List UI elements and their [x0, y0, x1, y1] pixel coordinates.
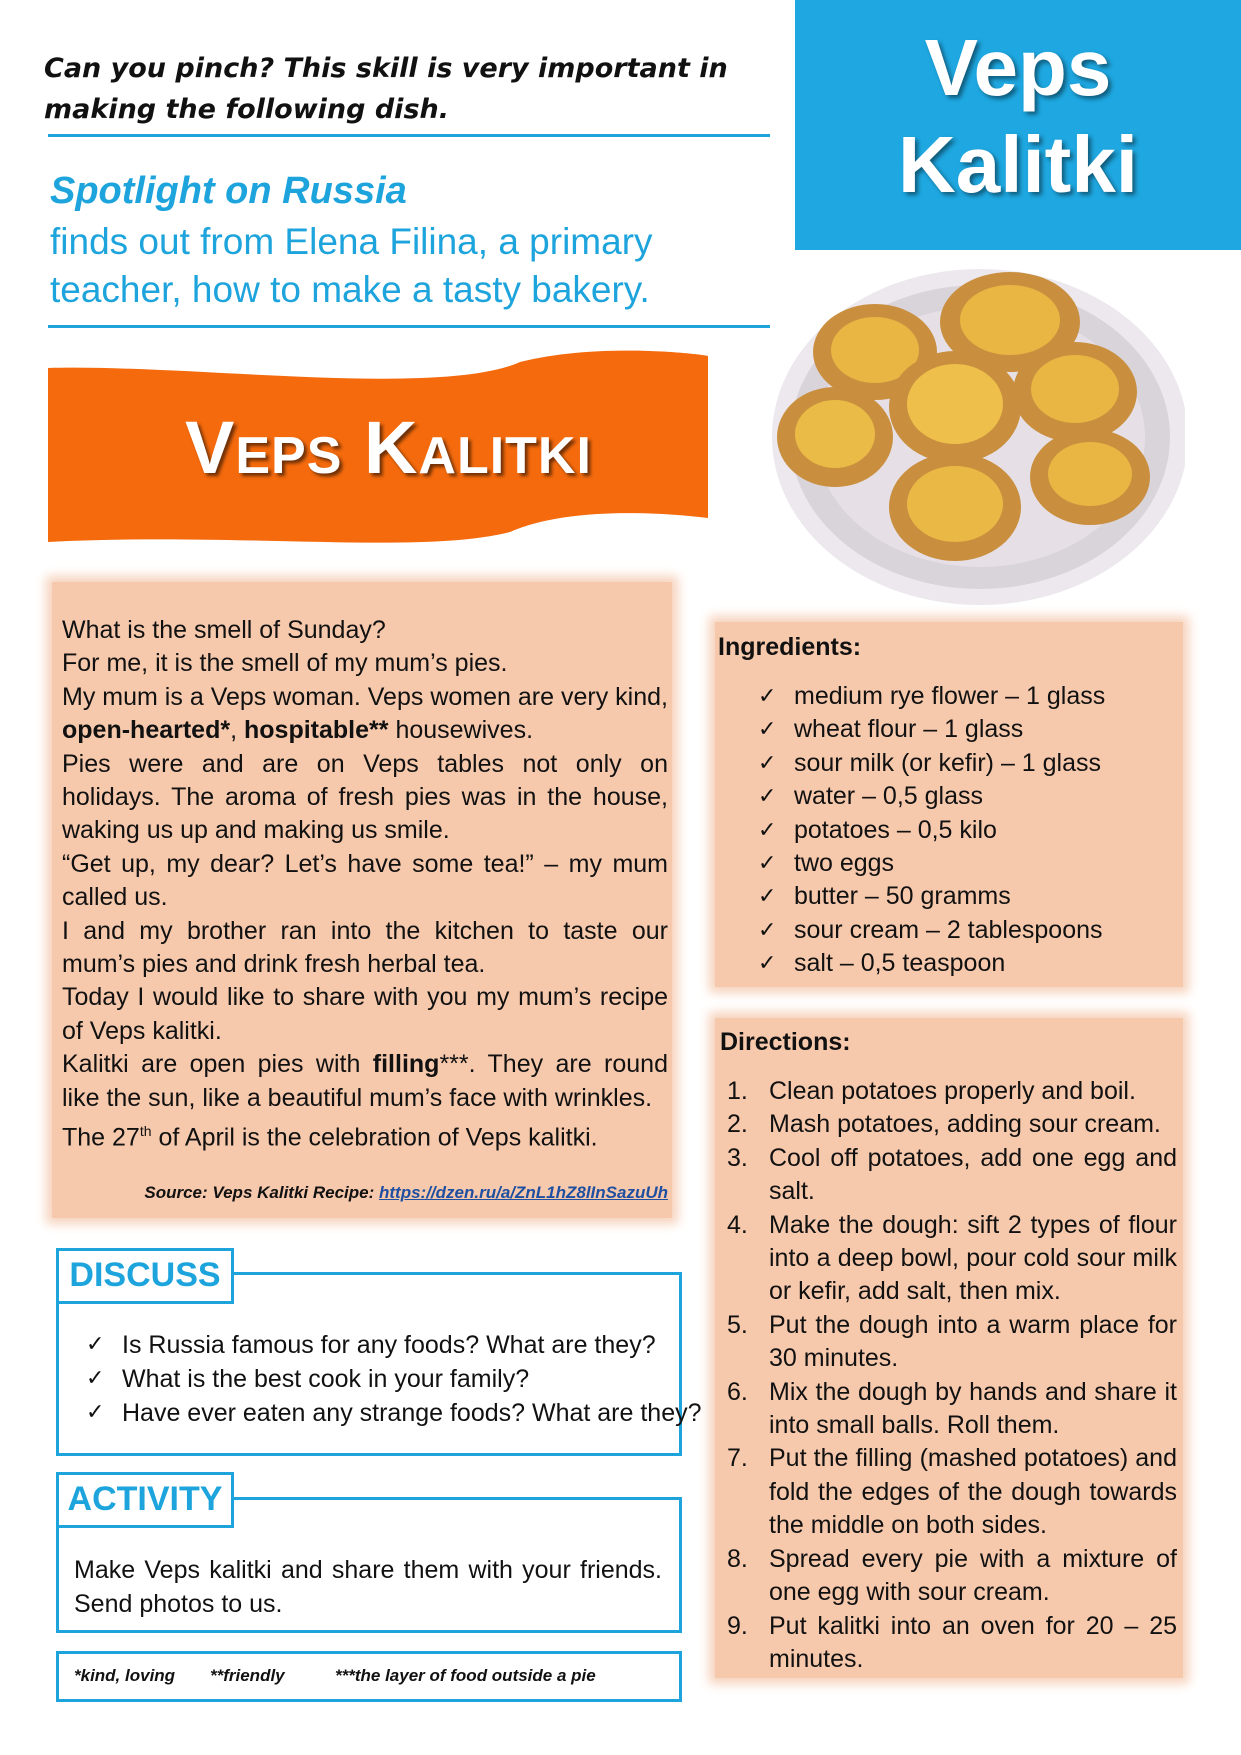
story-line	[62, 681, 668, 748]
story-line: Today I would like to share with you my mum’s recipe of Veps kalitki.	[62, 983, 668, 1045]
top-divider	[48, 134, 770, 137]
step-number: 2.	[727, 1110, 748, 1139]
story-line: . They are round like the sun, like a beautiful mum’s face with wrinkles.	[62, 1050, 668, 1112]
bold-term: hospitable**	[244, 716, 389, 745]
step-text: Mix the dough by hands and share it into small balls. Roll them.	[769, 1377, 1177, 1440]
discuss-tag: DISCUSS	[56, 1248, 234, 1304]
directions-heading: Directions:	[720, 1028, 851, 1056]
direction-step	[727, 1075, 1177, 1108]
step-number: 5.	[727, 1310, 748, 1339]
ordinal-suffix: th	[139, 1123, 152, 1140]
step-number: 3.	[727, 1143, 748, 1172]
step-text: Put the dough into a warm place for 30 minutes.	[769, 1310, 1177, 1373]
story-line	[62, 1048, 668, 1115]
story-text	[62, 614, 668, 1155]
step-text: Clean potatoes properly and boil.	[769, 1077, 1136, 1105]
story-line: The 27	[62, 1123, 140, 1152]
step-number: 4.	[727, 1210, 748, 1239]
title-line-1: Veps	[924, 23, 1112, 112]
story-line: For me, it is the smell of my mum’s pies.	[62, 649, 508, 678]
ingredient-item: ✓ butter – 50 gramms	[758, 880, 1168, 913]
source-link[interactable]: https://dzen.ru/a/ZnL1hZ8lInSazuUh	[379, 1183, 668, 1202]
story-line	[62, 1115, 668, 1155]
footnote-mark: ***	[439, 1050, 469, 1079]
story-line: “Get up, my dear? Let’s have some tea!” – my mum called us.	[62, 849, 668, 912]
step-number: 8.	[727, 1544, 748, 1573]
source-line	[62, 1183, 668, 1203]
source-label: Source: Veps Kalitki Recipe:	[144, 1183, 379, 1202]
footnote: *kind, loving	[74, 1666, 176, 1685]
activity-tag: ACTIVITY	[56, 1472, 234, 1528]
title-line-2: Kalitki	[897, 120, 1139, 209]
step-text: Put kalitki into an oven for 20 – 25 minutes.	[769, 1611, 1177, 1673]
discuss-item: ✓ What is the best cook in your family?	[86, 1362, 676, 1396]
ingredients-heading: Ingredients:	[718, 633, 862, 661]
ingredients-list	[758, 680, 1168, 981]
direction-step	[727, 1142, 1177, 1209]
discuss-item: ✓ Is Russia famous for any foods? What are they?	[86, 1328, 676, 1362]
step-text: Put the filling (mashed potatoes) and fold the edges of the dough towards the middle on both sides.	[769, 1444, 1177, 1540]
activity-text: Make Veps kalitki and share them with your friends. Send photos to us.	[74, 1556, 662, 1618]
bold-term: filling	[372, 1050, 440, 1079]
step-number: 6.	[727, 1377, 748, 1406]
story-line: My mum is a Veps woman. Veps women are very kind,	[62, 682, 668, 711]
step-number: 1.	[727, 1077, 748, 1105]
bold-term: open-hearted*	[62, 716, 231, 745]
title-box	[795, 0, 1241, 250]
direction-step	[727, 1442, 1177, 1542]
step-text: Mash potatoes, adding sour cream.	[769, 1110, 1161, 1139]
footnote: ***the layer of food outside a pie	[335, 1666, 596, 1685]
directions-list	[727, 1075, 1177, 1676]
direction-step	[727, 1610, 1177, 1677]
ingredient-item: ✓ potatoes – 0,5 kilo	[758, 814, 1168, 847]
direction-step	[727, 1108, 1177, 1141]
discuss-list	[86, 1328, 702, 1430]
footnote: **friendly	[210, 1666, 285, 1685]
ingredient-item: ✓ sour cream – 2 tablespoons	[758, 914, 1168, 947]
story-line: I and my brother ran into the kitchen to taste our mum’s pies and drink fresh herbal tea.	[62, 916, 668, 979]
banner-title: Veps Kalitki	[185, 406, 592, 489]
ingredient-item: ✓ salt – 0,5 teaspoon	[758, 947, 1168, 980]
direction-step	[727, 1376, 1177, 1443]
ingredient-item: ✓ medium rye flower – 1 glass	[758, 680, 1168, 713]
step-text: Make the dough: sift 2 types of flour into a deep bowl, pour cold sour milk or kefir, add salt, then mix.	[769, 1210, 1177, 1306]
direction-step	[727, 1209, 1177, 1309]
story-line: What is the smell of Sunday?	[62, 616, 386, 644]
ingredient-item: ✓ wheat flour – 1 glass	[758, 713, 1168, 746]
step-text: Spread every pie with a mixture of one egg with sour cream.	[769, 1544, 1177, 1607]
bottom-divider	[48, 325, 770, 328]
kalitki-photo	[765, 262, 1185, 607]
ingredient-item: ✓ two eggs	[758, 847, 1168, 880]
comma: ,	[230, 716, 244, 745]
story-line: Pies were and are on Veps tables not only on holidays. The aroma of fresh pies was in the house, waking us up and making us smile.	[62, 749, 668, 845]
story-line: housewives.	[395, 716, 534, 745]
ingredient-item: ✓ water – 0,5 glass	[758, 780, 1168, 813]
direction-step	[727, 1543, 1177, 1610]
story-line: Kalitki are open pies with	[62, 1050, 361, 1079]
direction-step	[727, 1309, 1177, 1376]
step-number: 9.	[727, 1611, 748, 1640]
intro-question: Can you pinch? This skill is very important in making the following dish.	[44, 53, 728, 125]
step-text: Cool off potatoes, add one egg and salt.	[769, 1143, 1177, 1206]
spotlight-title: Spotlight on Russia	[50, 170, 407, 212]
step-number: 7.	[727, 1444, 748, 1473]
discuss-item: ✓ Have ever eaten any strange foods? What are they?	[86, 1396, 676, 1430]
spotlight-subtitle: finds out from Elena Filina, a primary teacher, how to make a tasty bakery.	[50, 221, 653, 310]
story-line: of April is the celebration of Veps kalitki.	[151, 1123, 598, 1152]
ingredient-item: ✓ sour milk (or kefir) – 1 glass	[758, 747, 1168, 780]
